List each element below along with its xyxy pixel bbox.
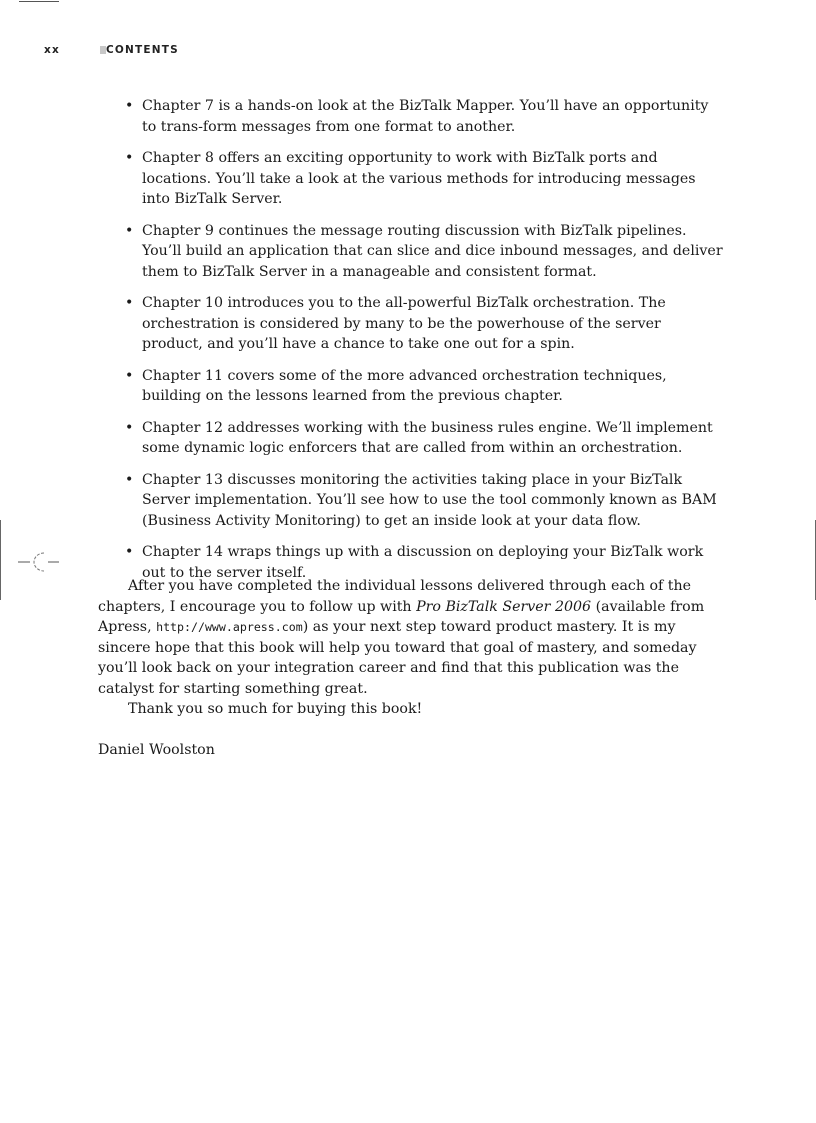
list-item-text: Chapter 13 discusses monitoring the activities taking place in your BizTalk Server implementation. You’ll see how to use the tool commonly known as BAM (Business Activity Monitoring) to get an inside look at your data flow. [142,471,717,529]
bullet-icon: • [125,222,134,239]
crop-mark-left [0,520,1,600]
closing-section [98,576,724,760]
list-item [124,148,724,210]
publisher-url: http://www.apress.com [156,620,303,634]
paragraph-text: (available from Apress, [98,598,705,635]
bullet-icon: • [125,98,134,114]
list-item-text: Chapter 14 wraps things up with a discussion on deploying your BizTalk work out to the server itself. [142,544,704,581]
list-item [124,293,724,355]
bullet-icon: • [125,544,134,560]
crop-mark-top [19,1,59,2]
list-item [124,366,724,407]
bullet-icon: • [125,419,134,436]
page-number: xx [44,44,60,56]
section-title: CONTENTS [106,44,179,56]
list-item-text: Chapter 10 introduces you to the all-powerful BizTalk orchestration. The orchestration is considered by many to be the powerhouse of the server product, and you’ll have a chance to take one out for a spin. [142,295,666,352]
chapter-list [124,96,724,594]
list-item [124,96,724,137]
list-item [124,418,724,459]
list-item-text: Chapter 12 addresses working with the business rules engine. We’ll implement some dynamic logic enforcers that are called from within an orchestration. [142,419,713,456]
paragraph-text: ) as your next step toward product mastery. It is my sincere hope that this book will help you toward that goal of mastery, and someday you’ll look back on your integration career and find that this publication was the catalyst for starting something great. [98,619,697,697]
bullet-icon: • [125,295,134,311]
list-item-text: Chapter 8 offers an exciting opportunity to work with BizTalk ports and locations. You’ll take a look at the various methods for introducing messages into BizTalk Server. [142,150,696,207]
paragraph-text: After you have completed the individual lessons delivered through each of the chapters, I encourage you to follow up with [98,578,692,615]
closing-paragraph [98,576,724,699]
book-title: Pro BizTalk Server 2006 [416,598,592,615]
list-item-text: Chapter 9 continues the message routing discussion with BizTalk pipelines. You’ll build an application that can slice and dice inbound messages, and deliver them to BizTalk Server in a manageable and consistent format. [142,222,723,280]
list-item [124,470,724,532]
list-item [124,221,724,283]
list-item-text: Chapter 7 is a hands-on look at the BizTalk Mapper. You’ll have an opportunity to trans-form messages from one format to another. [142,98,709,135]
bullet-icon: • [125,367,134,384]
author-signature: Daniel Woolston [98,741,215,758]
registration-mark-icon [18,550,62,574]
list-item-text: Chapter 11 covers some of the more advanced orchestration techniques, building on the lessons learned from the previous chapter. [142,367,667,404]
bullet-icon: • [125,471,134,488]
thank-you-paragraph: Thank you so much for buying this book! [128,701,423,717]
bullet-icon: • [125,150,134,166]
